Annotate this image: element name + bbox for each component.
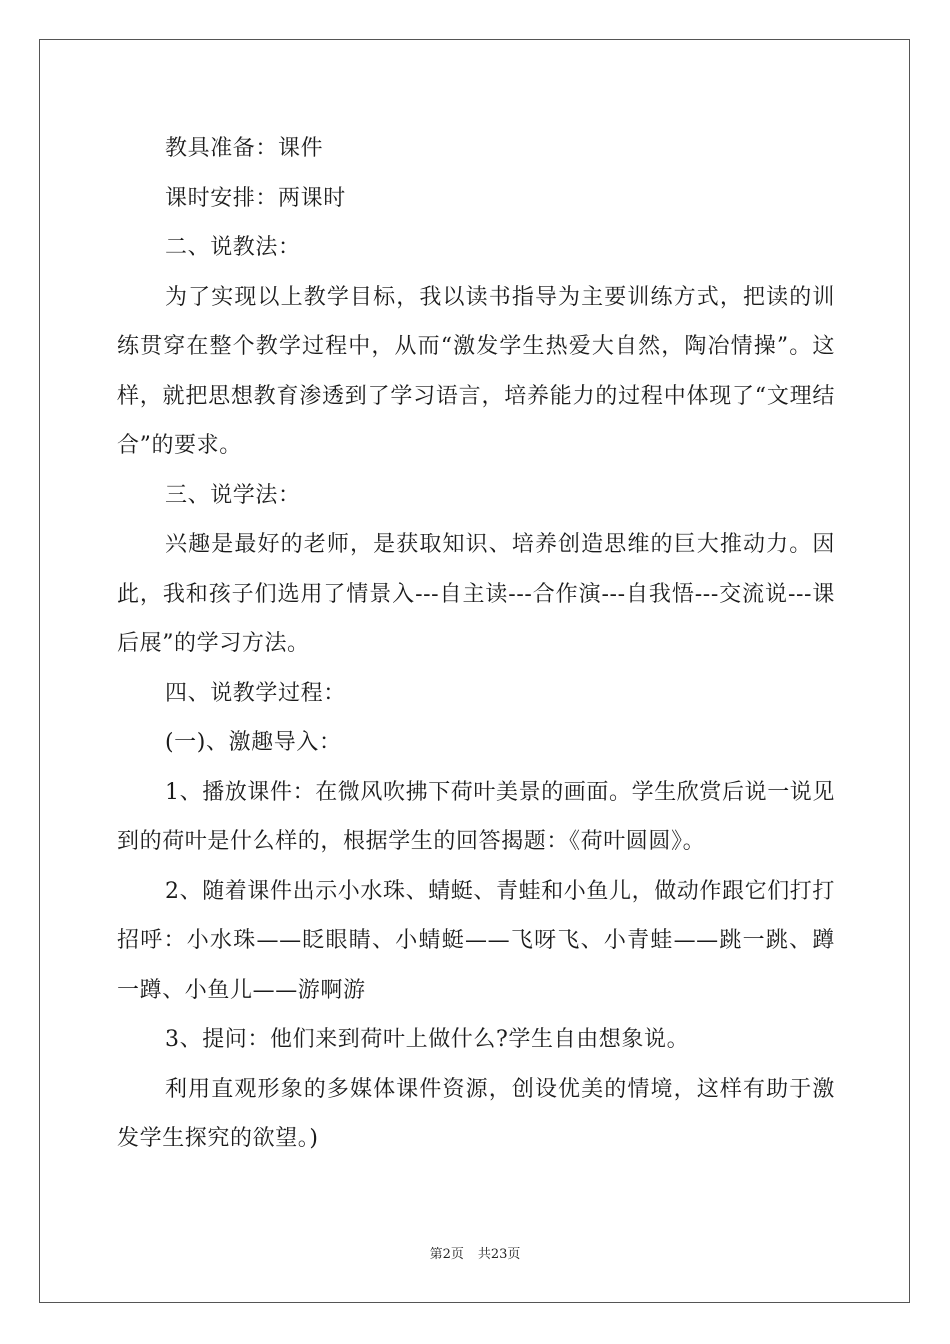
heading-teaching-process: 四、说教学过程： (165, 680, 346, 706)
heading-teaching-method: 二、说教法： (165, 235, 301, 260)
heading-learning-method: 三、说学法： (165, 482, 301, 508)
paragraph-teaching-method: 为了实现以上教学目标，我以读书指导为主要训练方式，把读的训练贯穿在整个教学过程中，从而“激发学生热爱大自然，陶冶情操”。这样，就把思想教育渗透到了学习语言，培养能力的过程中体现了“文理结合”的要求。 (117, 284, 835, 458)
paragraph-step-1: 1、播放课件：在微风吹拂下荷叶美景的画面。学生欣赏后说一说见到的荷叶是什么样的，根据学生的回答揭题：《荷叶圆圆》。 (117, 779, 835, 854)
heading-intro: (一)、激趣导入： (165, 730, 342, 755)
page-footer (0, 1243, 950, 1262)
paragraph-step-2: 2、随着课件出示小水珠、蜻蜓、青蛙和小鱼儿，做动作跟它们打打招呼：小水珠——眨眼睛、小蜻蜓——飞呀飞、小青蛙——跳一跳、蹲一蹲、小鱼儿——游啊游 (117, 878, 835, 1003)
paragraph-class-hours: 课时安排：两课时 (165, 185, 346, 211)
paragraph-step-3: 3、提问：他们来到荷叶上做什么?学生自由想象说。 (165, 1027, 690, 1052)
page-total: 共23页 (477, 1247, 521, 1262)
paragraph-teaching-aids: 教具准备：课件 (165, 136, 324, 161)
document-body (117, 124, 835, 1164)
paragraph-learning-method: 兴趣是最好的老师，是获取知识、培养创造思维的巨大推动力。因此，我和孩子们选用了情景入---自主读---合作演---自我悟---交流说---课后展”的学习方法。 (117, 532, 835, 656)
paragraph-summary: 利用直观形象的多媒体课件资源，创设优美的情境，这样有助于激发学生探究的欲望。) (117, 1076, 835, 1151)
page-number: 第2页 (429, 1247, 464, 1262)
